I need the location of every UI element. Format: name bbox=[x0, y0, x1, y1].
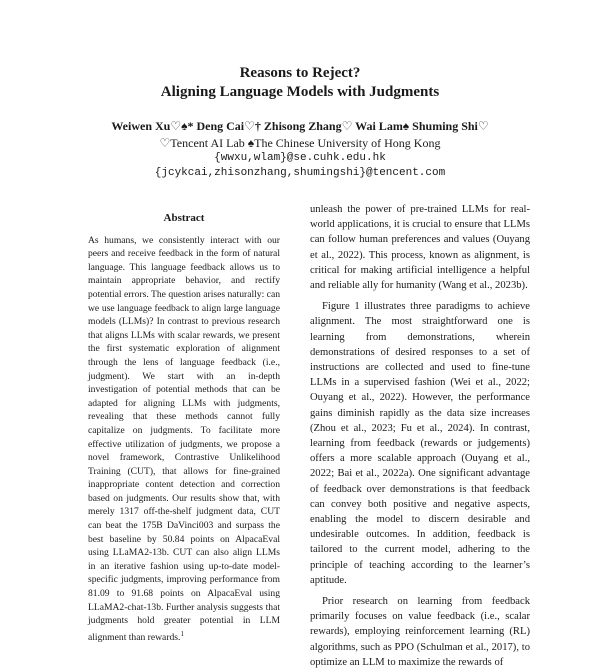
affiliations: ♡Tencent AI Lab ♠The Chinese University of Hong Kong bbox=[159, 136, 441, 150]
paper-title-line-1: Reasons to Reject? bbox=[239, 65, 361, 81]
intro-paragraph-3: Prior research on learning from feedback primarily focuses on value feedback (i.e., scalar rewards), employing reinforcement learning (RL) algorithms, such as PPO (Schulman et al., 2017), to optimize an LLM to maximize the rewards of bbox=[310, 596, 530, 668]
abstract-section bbox=[88, 212, 280, 645]
email-line-2: {jcykcai,zhisonzhang,shumingshi}@tencent.com bbox=[154, 167, 446, 179]
author-list: Weiwen Xu♡♠* Deng Cai♡† Zhisong Zhang♡ Wai Lam♠ Shuming Shi♡ bbox=[111, 119, 489, 133]
abstract-text: As humans, we consistently interact with our peers and receive feedback in the form of natural language. This language feedback allows us to maintain appropriate behavior, and rectify potential errors. The question arises naturally: can we use language feedback to align large language models (LLMs)? In contrast to previous research that aligns LLMs with scalar rewards, we present the first systematic exploration of alignment through the lens of language feedback (i.e., judgment). We start with an in-depth investigation of potential methods that can be adapted for aligning LLMs with judgments, revealing that these methods cannot fully capitalize on judgments. To facilitate more effective utilization of judgments, we propose a novel framework, Contrastive Unlikelihood Training (CUT), that allows for fine-grained inappropriate content detection and correction based on judgments. Our results show that, with merely 1317 off-the-shelf judgment data, CUT can beat the 175B DaVinci003 and surpass the best baseline by 50.84 points on AlpacaEval using LLaMA2-13b. CUT can also align LLMs in an iterative fashion using up-to-date model-specific judgments, improving performance from 81.09 to 91.68 points on AlpacaEval using LLaMA2-chat-13b. Further analysis suggests that judgments hold greater potential in LLM alignment than rewards. bbox=[88, 234, 280, 643]
email-line-1: {wwxu,wlam}@se.cuhk.edu.hk bbox=[214, 152, 386, 164]
footnote-mark: 1 bbox=[180, 629, 184, 638]
abstract-heading: Abstract bbox=[163, 212, 205, 224]
intro-paragraph-1: unleash the power of pre-trained LLMs for real-world applications, it is crucial to ensure that LLMs can follow human preferences and values (Ouyang et al., 2022). This process, known as alignment, is critical for making artificial intelligence a helpful and reliable ally for humanity (Wang et al., 2023b). bbox=[310, 204, 530, 292]
paper-title-line-2: Aligning Language Models with Judgments bbox=[160, 84, 440, 100]
abstract-body bbox=[88, 234, 280, 645]
intro-paragraph-2: Figure 1 illustrates three paradigms to achieve alignment. The most straightforward one is learning from demonstrations, wherein demonstrations of desired responses to a set of instructions are collected and used to fine-tune LLMs in a supervised fashion (Wei et al., 2022; Ouyang et al., 2022). However, the performance gains diminish rapidly as the data size increases (Zhou et al., 2023; Fu et al., 2024). In contrast, learning from feedback (rewards or judgements) offers a more scalable approach (Ouyang et al., 2022; Bai et al., 2022a). One significant advantage of feedback over demonstrations is that feedback can convey both positive and negative aspects, enabling the model to discern desirable and undesirable outcomes. In addition, feedback is tailored to the current model, adhering to the principle of teaching according to the learner’s aptitude. bbox=[310, 301, 530, 586]
